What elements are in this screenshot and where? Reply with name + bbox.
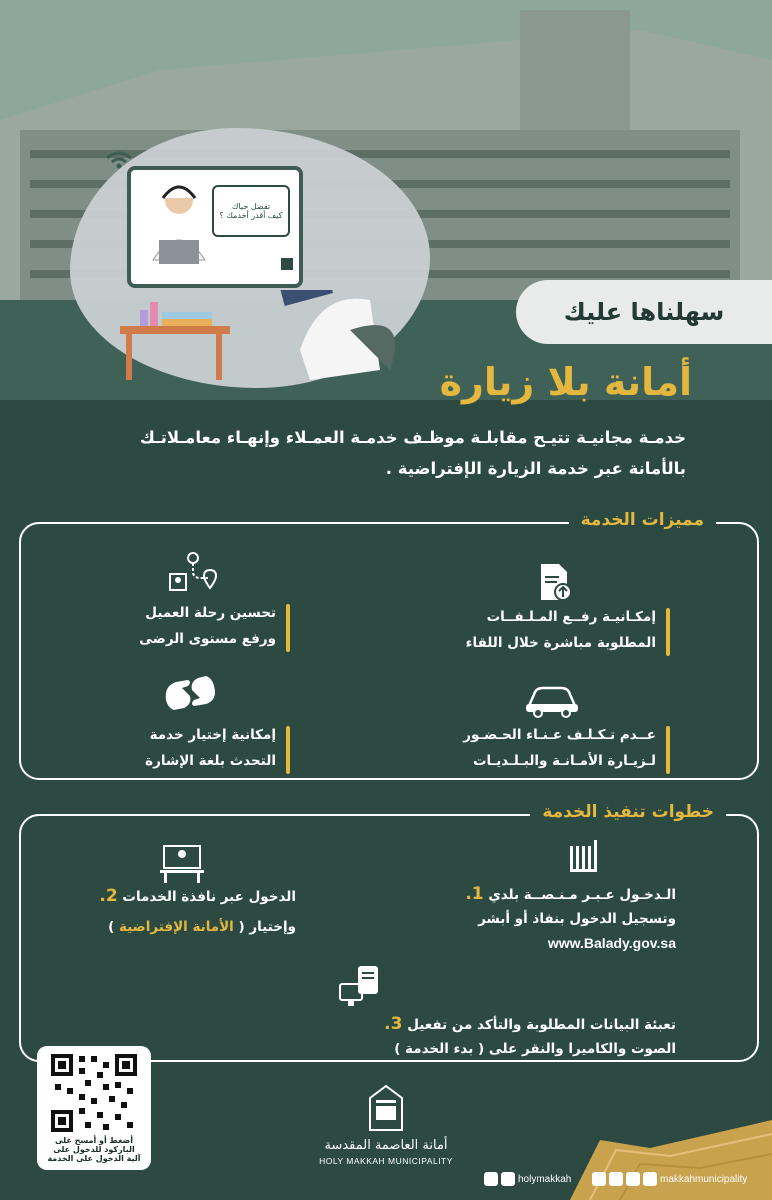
step-1-line2: وتسجيل الدخول بنفاذ أو أبشر: [478, 911, 676, 927]
step-3-text: تعبئة البيانات المطلوبة والتأكد من تفعيل: [407, 1017, 676, 1033]
step-2-number: 2.: [99, 886, 118, 906]
step-3: [384, 1012, 676, 1061]
youtube-icon[interactable]: [609, 1172, 623, 1186]
form-fill-icon: [336, 964, 386, 1010]
slogan-text: سهلناها عليك: [563, 298, 725, 326]
feature-line1: إمكانية إختيار خدمة: [149, 727, 276, 743]
file-upload-icon: [537, 562, 573, 602]
feature-no-visit: [463, 722, 656, 774]
steps-heading: خطوات تنفيذ الخدمة: [530, 802, 726, 822]
social-handle-2[interactable]: makkahmunicipality: [660, 1173, 748, 1185]
snapchat-icon[interactable]: [501, 1172, 515, 1186]
balady-url-link[interactable]: www.Balady.gov.sa: [547, 935, 676, 951]
feature-sign-language: [145, 722, 276, 774]
qr-caption-line2: الباركود للدخول على: [53, 1145, 135, 1154]
journey-icon: [166, 550, 220, 596]
feature-accent-bar: [286, 604, 290, 652]
social-links-twitter[interactable]: [484, 1172, 571, 1186]
municipality-name-ar: أمانة العاصمة المقدسة: [324, 1138, 448, 1153]
qr-caption-line3: آلية الدخول على الخدمة: [47, 1154, 141, 1163]
step-1-text: الـدخـول عـبـر مـنـصــة بلدي: [488, 887, 676, 903]
step-3-number: 3.: [384, 1014, 403, 1034]
municipality-name-en: HOLY MAKKAH MUNICIPALITY: [319, 1156, 453, 1166]
qr-code[interactable]: [49, 1052, 139, 1134]
step-2-text: الدخول عبر نافذة الخدمات: [122, 889, 296, 905]
feature-file-upload: [466, 604, 656, 656]
feature-accent-bar: [666, 726, 670, 774]
balady-logo-icon: [568, 838, 602, 876]
social-handle-1[interactable]: holymakkah: [518, 1173, 572, 1185]
feature-accent-bar: [666, 608, 670, 656]
feature-line2: المطلوبة مباشرة خلال اللقاء: [465, 635, 656, 651]
x-icon[interactable]: [484, 1172, 498, 1186]
instagram-icon[interactable]: [626, 1172, 640, 1186]
step-1: [465, 882, 676, 955]
step-2-line2-post: ): [108, 919, 115, 935]
step-1-number: 1.: [465, 884, 484, 904]
intro-text: [46, 422, 686, 484]
hero-banner: [0, 0, 772, 400]
intro-line2: بالأمانة عبر خدمة الزيارة الإفتراضية .: [385, 459, 686, 478]
page-title: أمانة بلا زيارة: [439, 360, 692, 404]
sign-language-icon: [160, 670, 220, 716]
gold-decoration: [530, 1120, 772, 1200]
step-2-line2-pre: وإختيار (: [238, 919, 296, 935]
facebook-icon[interactable]: [592, 1172, 606, 1186]
feature-line1: عــدم تـكـلـف عـنـاء الحـضـور: [463, 727, 656, 743]
bubble-line2: كيف أقدر أخدمك ؟: [219, 211, 283, 220]
speech-bubble: [212, 185, 290, 237]
feature-accent-bar: [286, 726, 290, 774]
step-2: [99, 884, 296, 939]
slogan-pill: [516, 280, 772, 344]
feature-line1: تحسين رحلة العميل: [145, 605, 276, 621]
customer-illustration: [110, 290, 420, 390]
car-icon: [523, 684, 581, 718]
feature-line2: لـزيـارة الأمـانـة والبـلـديـات: [472, 753, 656, 769]
virtual-municipality-highlight: الأمانة الإفتراضية: [114, 919, 239, 935]
bubble-line1: تفضل حياك: [231, 202, 271, 211]
step-3-line2: الصوت والكاميرا والنقر على ( بدء الخدمة ): [394, 1041, 676, 1057]
linkedin-icon[interactable]: [643, 1172, 657, 1186]
intro-line1: خدمـة مجانيـة تتيـح مقابلـة موظـف خدمـة العمـلاء وإنهـاء معامـلاتـك: [139, 428, 686, 447]
municipality-logo-icon: [366, 1084, 406, 1134]
social-links-other[interactable]: [592, 1172, 747, 1186]
feature-line2: ورفع مستوى الرضى: [139, 631, 276, 647]
features-heading: مميزات الخدمة: [569, 510, 716, 530]
feature-line1: إمكـانيـة رفــع المـلـفــات: [486, 609, 656, 625]
qr-caption-line1: أضغط أو أمسح على: [54, 1136, 134, 1145]
feature-journey: [139, 600, 276, 652]
feature-line2: التحدث بلغة الإشارة: [145, 753, 276, 769]
virtual-office-icon: [158, 840, 206, 884]
